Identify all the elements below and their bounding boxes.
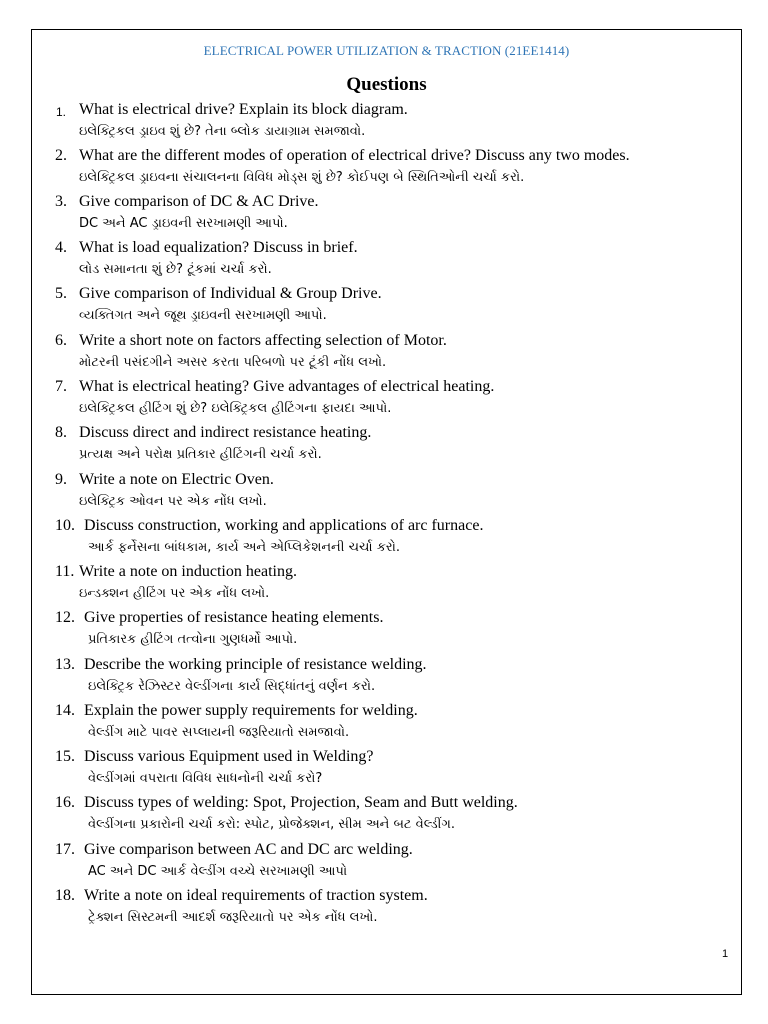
question-gujarati: ઇલેક્ટ્રિક રેઝિસ્ટર વેલ્ડીંગના કાર્ય સિદ્ધાંતનું વર્ણન કરો. (88, 679, 376, 694)
question-gujarati: DC અને AC ડ્રાઇવની સરખામણી આપો. (79, 216, 288, 231)
question-gujarati: વેલ્ડીંગમાં વપરાતા વિવિધ સાધનોની ચર્ચા કરો? (88, 771, 323, 786)
question-english: Discuss construction, working and applications of arc furnace. (84, 517, 484, 534)
page-heading: Questions (346, 74, 427, 95)
question-gujarati: પ્રત્યક્ષ અને પરોક્ષ પ્રતિકાર હીટિંગની ચર્ચા કરો. (79, 447, 322, 462)
question-number: 2. (55, 147, 67, 164)
question-number: 3. (55, 193, 67, 210)
question-english: What is electrical drive? Explain its block diagram. (79, 101, 408, 118)
question-english: Give comparison between AC and DC arc welding. (84, 841, 413, 858)
question-english: Discuss various Equipment used in Welding? (84, 748, 374, 765)
question-number: 10. (55, 517, 75, 534)
question-english: Explain the power supply requirements for welding. (84, 702, 418, 719)
question-gujarati: મોટરની પસંદગીને અસર કરતા પરિબળો પર ટૂંકી નોંધ લખો. (79, 355, 387, 370)
question-gujarati: ઇલેક્ટ્રિક ઓવન પર એક નોંધ લખો. (79, 494, 267, 509)
question-english: Write a short note on factors affecting selection of Motor. (79, 332, 447, 349)
question-number: 7. (55, 378, 67, 395)
course-title: ELECTRICAL POWER UTILIZATION & TRACTION (21EE1414) (203, 43, 570, 58)
question-number: 17. (55, 841, 75, 858)
question-gujarati: પ્રતિકારક હીટિંગ તત્વોના ગુણધર્મો આપો. (88, 632, 298, 647)
question-gujarati: ઇલેક્ટ્રિકલ ડ્રાઇવના સંચાલનના વિવિધ મોડ્સ શું છે? કોઈપણ બે સ્થિતિઓની ચર્ચા કરો. (79, 170, 525, 185)
question-number: 16. (55, 794, 75, 811)
question-english: Write a note on induction heating. (79, 563, 297, 580)
question-english: What are the different modes of operation of electrical drive? Discuss any two modes. (79, 147, 630, 164)
question-number: 5. (55, 285, 67, 302)
question-number: 12. (55, 609, 75, 626)
question-number: 15. (55, 748, 75, 765)
question-gujarati: વેલ્ડીંગ માટે પાવર સપ્લાયની જરૂરિયાતો સમજાવો. (88, 725, 350, 740)
question-number: 1. (56, 105, 67, 119)
question-english: Write a note on Electric Oven. (79, 471, 274, 488)
page-number: 1 (722, 948, 729, 960)
question-english: Discuss direct and indirect resistance heating. (79, 424, 372, 441)
question-english: What is load equalization? Discuss in brief. (79, 239, 358, 256)
question-number: 18. (55, 887, 75, 904)
question-gujarati: ઇન્ડક્શન હીટિંગ પર એક નોંધ લખો. (79, 586, 270, 601)
question-english: Give properties of resistance heating elements. (84, 609, 384, 626)
question-number: 14. (55, 702, 75, 719)
question-english: Give comparison of DC & AC Drive. (79, 193, 319, 210)
question-number: 9. (55, 471, 67, 488)
question-english: Discuss types of welding: Spot, Projection, Seam and Butt welding. (84, 794, 518, 811)
question-gujarati: વ્યક્તિગત અને જૂથ ડ્રાઇવની સરખામણી આપો. (79, 308, 327, 323)
question-gujarati: ઇલેક્ટ્રિકલ હીટિંગ શું છે? ઇલેક્ટ્રિકલ હીટિંગના ફાયદા આપો. (79, 401, 392, 416)
question-number: 6. (55, 332, 67, 349)
question-number: 13. (55, 656, 75, 673)
question-number: 8. (55, 424, 67, 441)
question-english: Write a note on ideal requirements of traction system. (84, 887, 428, 904)
question-gujarati: ટ્રેક્શન સિસ્ટમની આદર્શ જરૂરિયાતો પર એક નોંધ લખો. (88, 910, 378, 925)
question-gujarati: વેલ્ડીંગના પ્રકારોની ચર્ચા કરો: સ્પોટ, પ્રોજેક્શન, સીમ અને બટ વેલ્ડીંગ. (88, 817, 455, 832)
question-number: 4. (55, 239, 67, 256)
question-gujarati: AC અને DC આર્ક વેલ્ડીંગ વચ્ચે સરખામણી આપો (88, 864, 348, 879)
question-english: Give comparison of Individual & Group Drive. (79, 285, 382, 302)
question-english: What is electrical heating? Give advantages of electrical heating. (79, 378, 495, 395)
question-number: 11. (55, 563, 75, 580)
question-gujarati: લોડ સમાનતા શું છે? ટૂંકમાં ચર્ચા કરો. (79, 262, 272, 277)
question-gujarati: આર્ક ફર્નેસના બાંધકામ, કાર્ય અને એપ્લિકેશનની ચર્ચા કરો. (88, 540, 400, 555)
question-english: Describe the working principle of resistance welding. (84, 656, 427, 673)
question-gujarati: ઇલેક્ટ્રિકલ ડ્રાઇવ શું છે? તેના બ્લોક ડાયાગ્રામ સમજાવો. (79, 124, 366, 139)
